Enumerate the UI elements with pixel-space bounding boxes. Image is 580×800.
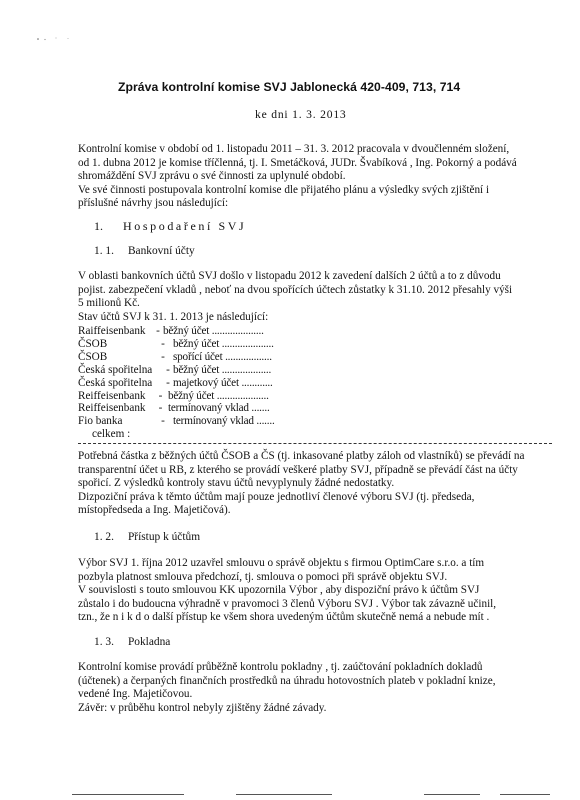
text-line: pojist. zabezpečení vkladů , neboť na dvou spořících účtech zůstatky k 31.10. 2012 přesahly výši xyxy=(78,283,513,296)
bottom-rule-far-right xyxy=(500,794,550,795)
dash: - xyxy=(161,337,165,350)
account-row xyxy=(78,338,275,351)
dash: - xyxy=(166,363,170,376)
subsection-title: Bankovní účty xyxy=(127,245,195,257)
text-line: Potřebná částka z běžných účtů ČSOB a ČS (tj. inkasované platby záloh od vlastníků) se převádí na xyxy=(78,450,525,462)
dash: - xyxy=(158,402,163,415)
dash: - xyxy=(161,415,165,428)
scan-speck-marks xyxy=(36,36,76,42)
account-type: termínovaný vklad ....... xyxy=(168,402,270,415)
text-line: Závěr: v průběhu kontrol nebyly zjištěny žádné závady. xyxy=(78,701,327,714)
text-line: tzn., že n i k d o další přístup ke všem shora uvedeným účtům skutečně nemá a nebude mít . xyxy=(78,611,490,623)
bank-name: Česká spořitelna xyxy=(78,363,153,376)
account-type: majetkový účet ............ xyxy=(173,376,273,389)
document-date: ke dni 1. 3. 2013 xyxy=(255,108,347,121)
bank-accounts-paragraph xyxy=(78,270,558,324)
cash-paragraph xyxy=(78,661,558,715)
dash: - xyxy=(166,376,170,389)
total-label: celkem : xyxy=(92,428,131,441)
subsection-1-3-heading xyxy=(94,636,170,648)
subsection-1-2-heading xyxy=(94,531,200,543)
intro-paragraph xyxy=(78,143,558,211)
account-row xyxy=(78,402,275,415)
text-line: transparentní účet u RB, z kterého se provádí veškeré platby SVJ, případně se převádí část na účty xyxy=(78,463,518,476)
subsection-1-1-heading xyxy=(94,245,195,257)
account-row xyxy=(78,415,275,428)
account-type: běžný účet .................... xyxy=(168,389,269,402)
section-number: 1. xyxy=(94,219,103,233)
bank-name: ČSOB xyxy=(78,350,108,363)
account-list xyxy=(78,325,275,441)
bank-name: Česká spořitelna xyxy=(78,376,153,389)
dashed-separator xyxy=(78,443,552,444)
bottom-rule-left xyxy=(72,794,184,795)
text-line: spořicí. Z výsledků kontroly stavu účtů nevyplynuly žádné nedostatky. xyxy=(78,477,395,489)
text-line: Stav účtů SVJ k 31. 1. 2013 je následující: xyxy=(78,310,269,323)
account-row xyxy=(78,377,275,390)
subsection-number: 1. 2. xyxy=(94,531,114,543)
intro-line: shromáždění SVJ zprávu o své činnosti za uplynulé období. xyxy=(78,170,346,182)
bank-name: Reiffeisenbank xyxy=(78,389,146,402)
text-line: Dizpoziční práva k těmto účtům mají pouze jednotliví členové výboru SVJ (tj. předseda, xyxy=(78,490,475,503)
dash: - xyxy=(158,389,163,402)
dash: - xyxy=(161,350,165,363)
text-line: pozbyla platnost smlouva předchozí, tj. smlouva o pomoci při správě objektu SVJ. xyxy=(78,570,448,583)
text-line: místopředseda a Ing. Majetičová). xyxy=(78,504,231,516)
account-type: termínovaný vklad ....... xyxy=(173,415,275,428)
subsection-title: Přístup k účtům xyxy=(127,531,201,543)
account-type: běžný účet .................... xyxy=(173,337,274,350)
bank-name: ČSOB xyxy=(78,337,108,350)
access-paragraph xyxy=(78,557,558,625)
intro-line: Ve své činnosti postupovala kontrolní komise dle přijatého plánu a výsledky svých zjištění i xyxy=(78,183,490,196)
subsection-number: 1. 1. xyxy=(94,245,114,257)
document-title: Zpráva kontrolní komise SVJ Jablonecká 420-409, 713, 714 xyxy=(118,80,461,94)
text-line: (účtenek) a čerpaných finančních prostředků na úhradu hotovostních plateb v pokladní knize, xyxy=(78,674,496,687)
account-row xyxy=(78,364,275,377)
transfer-paragraph xyxy=(78,450,558,518)
intro-line: Kontrolní komise v období od 1. listopadu 2011 – 31. 3. 2012 pracovala v dvoučlenném složení, xyxy=(78,143,510,155)
bank-name: Raiffeisenbank xyxy=(78,325,146,337)
subsection-number: 1. 3. xyxy=(94,636,114,648)
bottom-rule-right xyxy=(424,794,480,795)
text-line: 5 milionů Kč. xyxy=(78,297,140,309)
subsection-title: Pokladna xyxy=(127,636,171,648)
section-1-heading xyxy=(94,219,246,234)
text-line: zůstalo i do budoucna výhradně v pravomoci 3 členů Výboru SVJ . Výbor tak závazně učinil, xyxy=(78,597,497,610)
account-row xyxy=(78,325,275,338)
account-type: spořící účet .................. xyxy=(173,350,272,363)
intro-line: příslušné návrhy jsou následující: xyxy=(78,197,229,209)
account-row xyxy=(78,390,275,403)
intro-line: od 1. dubna 2012 je komise tříčlenná, tj. I. Smetáčková, JUDr. Švabíková , Ing. Pokorný a podává xyxy=(78,156,517,169)
account-type: běžný účet .................... xyxy=(163,325,264,337)
bottom-rule-middle xyxy=(236,794,332,795)
account-type: běžný účet ................... xyxy=(173,363,272,376)
bank-name: Fio banka xyxy=(78,415,123,428)
text-line: vedené Ing. Majetičovou. xyxy=(78,688,193,700)
bank-name: Reiffeisenbank xyxy=(78,402,146,415)
account-row xyxy=(78,351,275,364)
total-row xyxy=(78,428,275,441)
text-line: V souvislosti s touto smlouvou KK upozornila Výbor , aby dispoziční právo k účtům SVJ xyxy=(78,584,480,596)
text-line: V oblasti bankovních účtů SVJ došlo v listopadu 2012 k zavedení dalších 2 účtů a to z důvodu xyxy=(78,270,501,282)
section-title: Hospodaření SVJ xyxy=(123,219,247,233)
text-line: Výbor SVJ 1. října 2012 uzavřel smlouvu o správě objektu s firmou OptimCare s.r.o. a tím xyxy=(78,557,485,569)
dash: - xyxy=(156,325,160,337)
text-line: Kontrolní komise provádí průběžně kontrolu pokladny , tj. zaúčtování pokladních dokladů xyxy=(78,661,483,673)
